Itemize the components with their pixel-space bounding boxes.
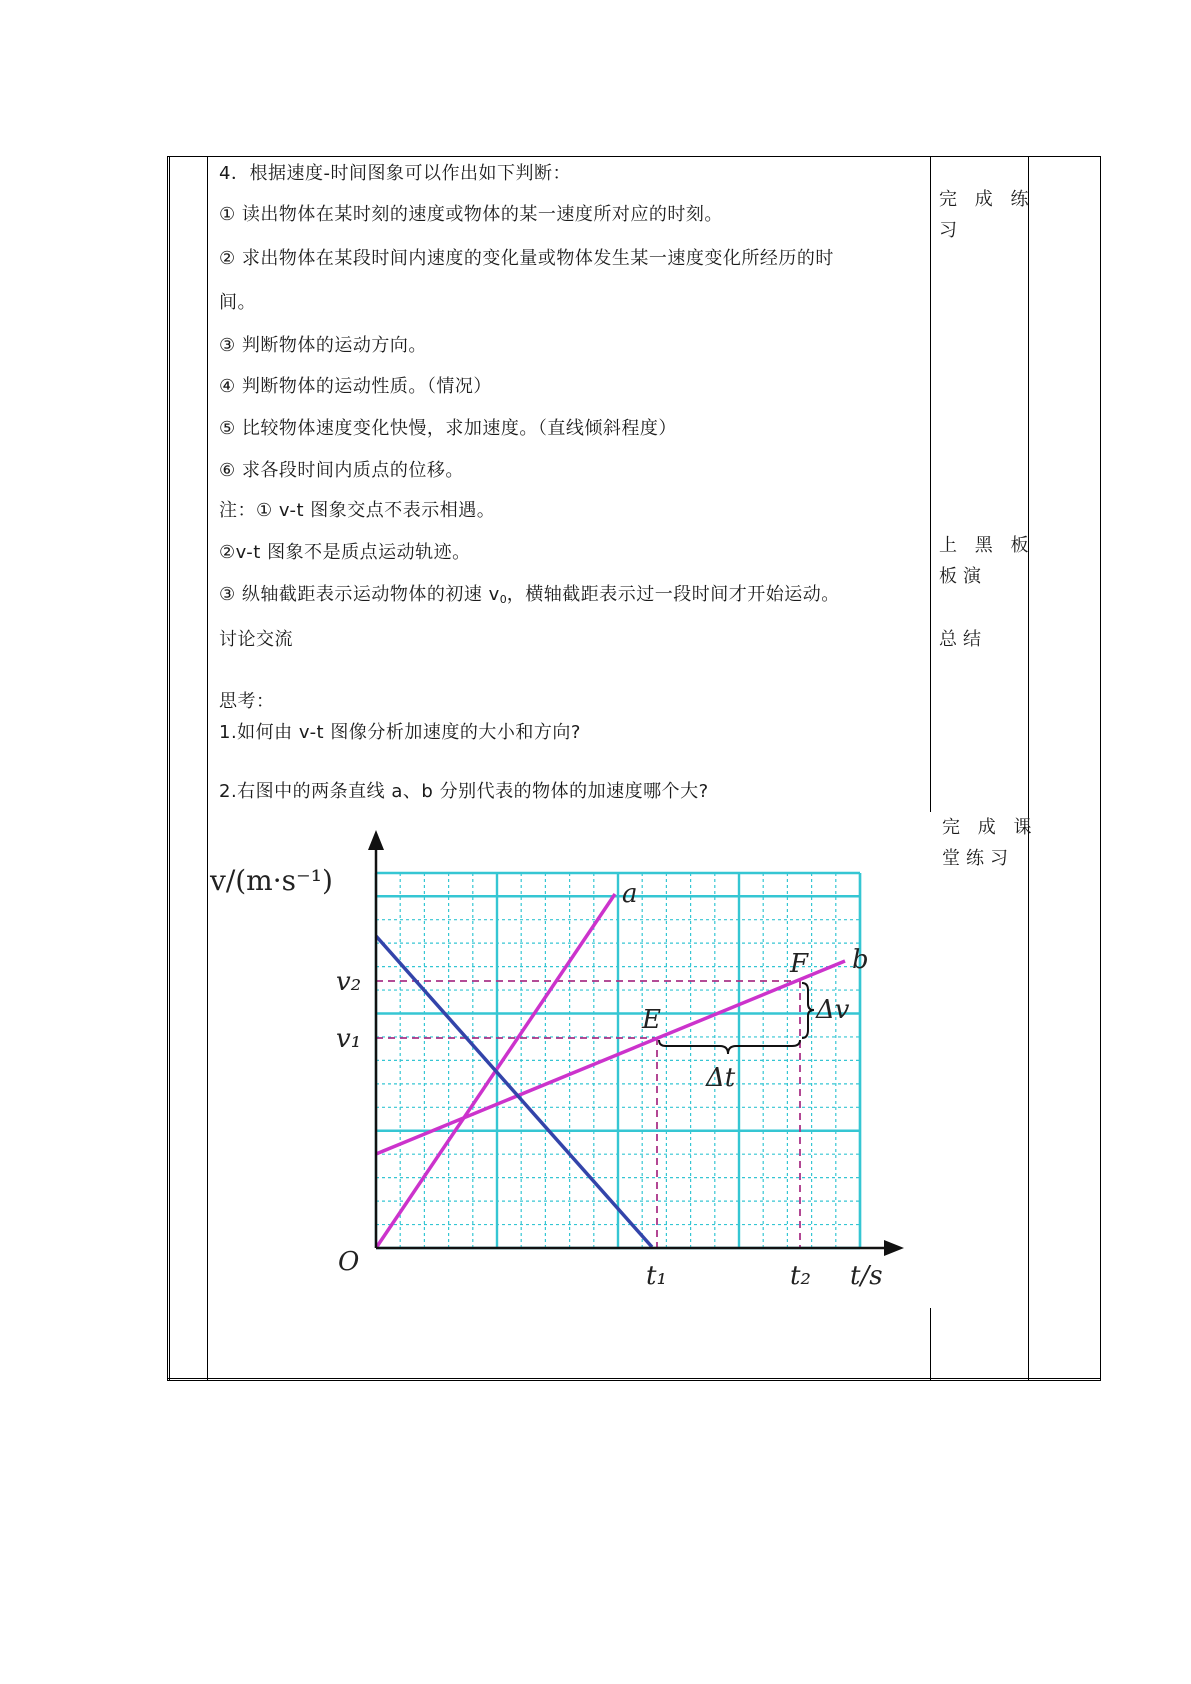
table-border-left-inner xyxy=(169,156,170,1381)
side-note-2-line-2: 板演 xyxy=(939,566,987,587)
note-3-subscript: 0 xyxy=(499,593,507,606)
question-1: 1.如何由 v-t 图像分析加速度的大小和方向? xyxy=(219,722,581,743)
table-border-bottom-inner xyxy=(167,1380,1101,1381)
y-axis-label: v/(m·s⁻¹) xyxy=(210,864,333,897)
table-border-left-outer xyxy=(167,156,168,1381)
table-col-divider-3 xyxy=(1028,156,1029,1381)
side-note-1-line-2: 习 xyxy=(939,220,963,241)
think-label: 思考： xyxy=(219,691,275,712)
side-note-4 xyxy=(942,812,1037,874)
point-5: ⑤ 比较物体速度变化快慢，求加速度。（直线倾斜程度） xyxy=(219,418,677,439)
delta-v-brace xyxy=(802,983,814,1038)
side-note-4-line-2: 堂练习 xyxy=(942,848,1014,869)
line-blue xyxy=(376,936,652,1247)
point-2-line-2: 间。 xyxy=(219,292,256,313)
table-col-divider-2 xyxy=(930,156,931,812)
side-note-3: 总结 xyxy=(939,629,987,650)
discussion-label: 讨论交流 xyxy=(219,629,293,650)
side-note-2-line-1: 上 黑 板 xyxy=(939,535,1035,556)
question-2: 2.右图中的两条直线 a、b 分别代表的物体的加速度哪个大? xyxy=(219,781,709,802)
vt-graph xyxy=(190,818,930,1308)
table-border-bottom xyxy=(167,1378,1101,1379)
note-1: 注：① v-t 图象交点不表示相遇。 xyxy=(219,500,496,521)
note-3 xyxy=(219,583,840,612)
side-note-4-line-1: 完 成 课 xyxy=(942,817,1038,838)
point-6: ⑥ 求各段时间内质点的位移。 xyxy=(219,460,464,481)
note-3-text-b: ，横轴截距表示过一段时间才开始运动。 xyxy=(506,584,840,605)
delta-t-brace xyxy=(659,1040,800,1054)
point-e-label: E xyxy=(642,1005,661,1035)
table-border-right xyxy=(1100,156,1101,1381)
side-note-1-line-1: 完 成 练 xyxy=(939,189,1035,210)
table-border-top xyxy=(167,156,1101,157)
x-axis-label: t/s xyxy=(850,1261,883,1291)
section-heading: 4．根据速度-时间图象可以作出如下判断： xyxy=(219,163,571,184)
point-1: ① 读出物体在某时刻的速度或物体的某一速度所对应的时刻。 xyxy=(219,204,723,225)
v2-label: v₂ xyxy=(336,967,362,997)
table-col-divider-2-lower xyxy=(930,1308,931,1381)
y-axis-arrow xyxy=(368,830,384,850)
note-3-text-a: ③ 纵轴截距表示运动物体的初速 v xyxy=(219,584,500,605)
x-axis-arrow xyxy=(884,1240,904,1256)
side-note-2 xyxy=(939,530,1034,592)
point-f-label: F xyxy=(790,949,809,979)
origin-label: O xyxy=(338,1247,360,1277)
delta-t-label: Δt xyxy=(706,1063,736,1093)
side-note-1 xyxy=(939,184,1034,246)
note-2: ②v-t 图象不是质点运动轨迹。 xyxy=(219,542,471,563)
line-a-label: a xyxy=(622,879,638,909)
point-2-line-1: ② 求出物体在某段时间内速度的变化量或物体发生某一速度变化所经历的时 xyxy=(219,248,834,269)
v1-label: v₁ xyxy=(336,1024,362,1054)
t1-label: t₁ xyxy=(646,1261,667,1291)
point-4: ④ 判断物体的运动性质。（情况） xyxy=(219,376,492,397)
line-b-label: b xyxy=(852,945,869,975)
delta-v-label: Δv xyxy=(816,995,850,1025)
point-3: ③ 判断物体的运动方向。 xyxy=(219,335,427,356)
t2-label: t₂ xyxy=(790,1261,811,1291)
